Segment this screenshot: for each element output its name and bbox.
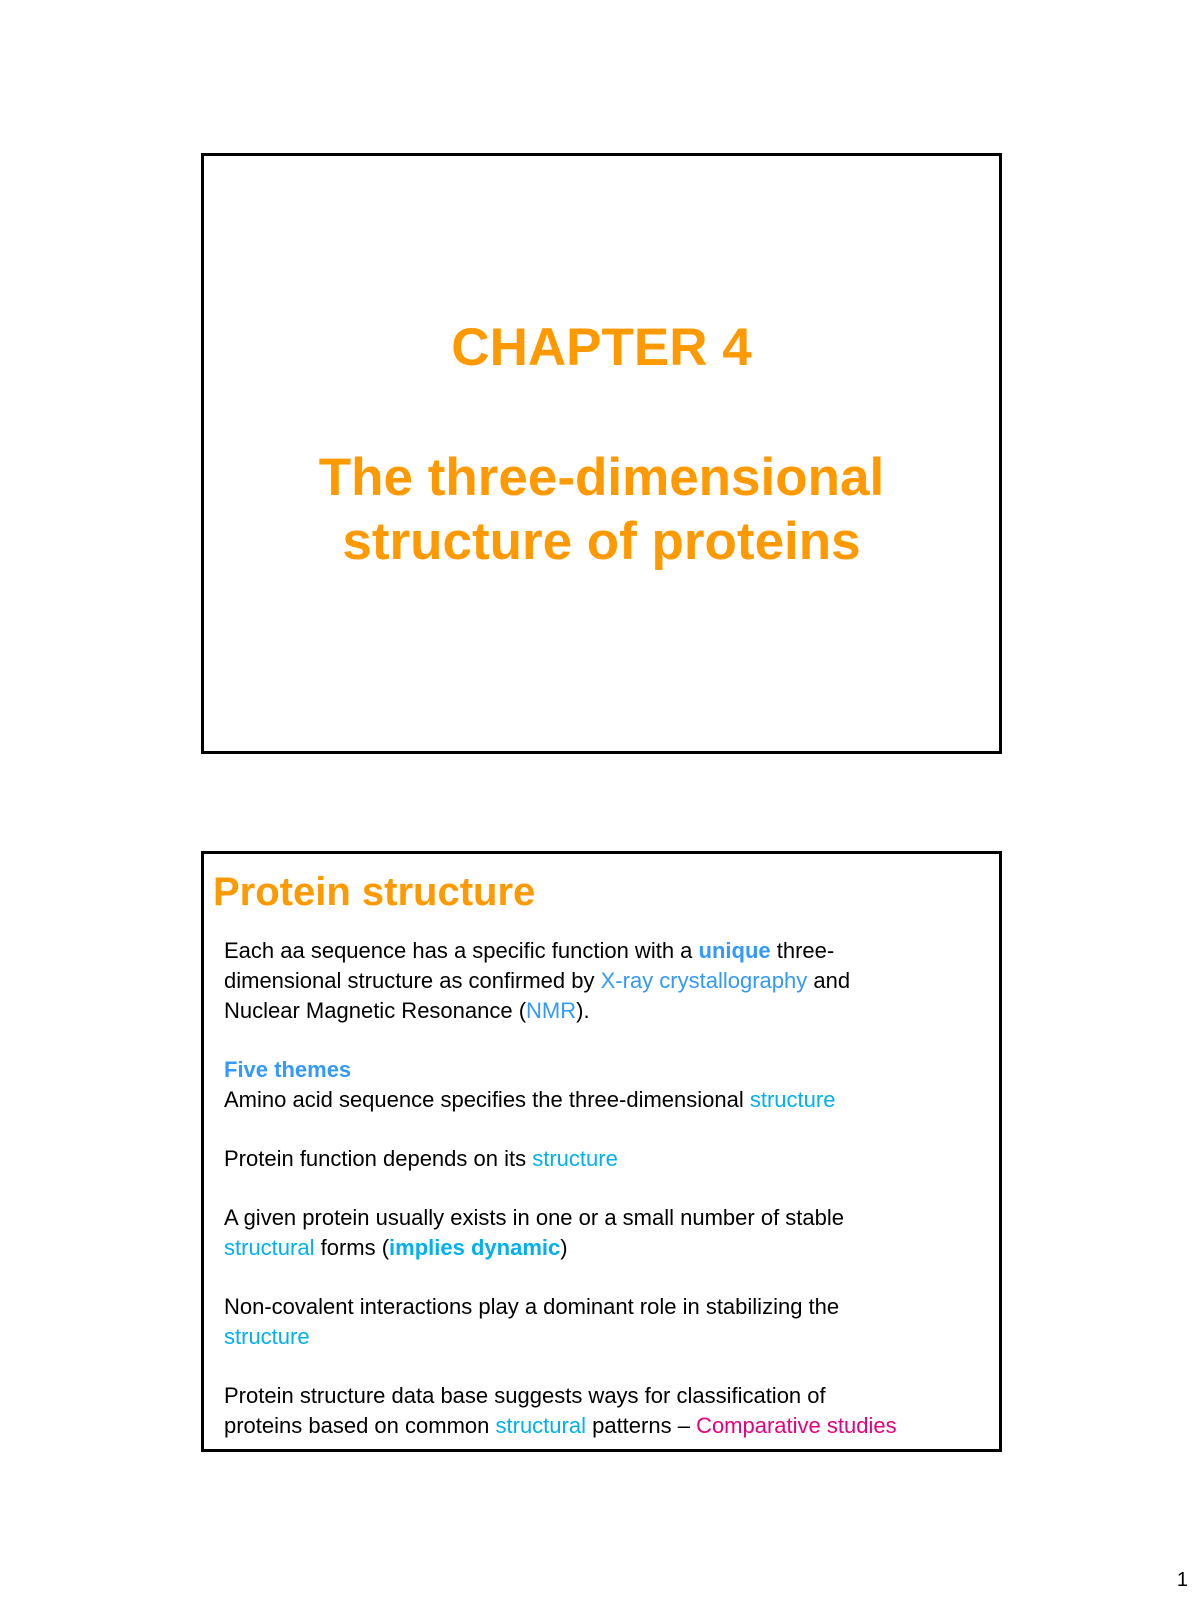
- theme-5-keyword: structural: [495, 1413, 586, 1438]
- theme-5-keyword-comparative: Comparative studies: [696, 1413, 897, 1438]
- spacer: [224, 1174, 994, 1203]
- page-number: 1: [1176, 1569, 1188, 1591]
- intro-text-5: Nuclear Magnetic Resonance (: [224, 998, 527, 1023]
- intro-text-2: three-: [770, 938, 835, 963]
- theme-1-text: Amino acid sequence specifies the three-dimensional: [224, 1087, 750, 1112]
- theme-2: [224, 1144, 994, 1174]
- theme-2-keyword: structure: [532, 1146, 618, 1171]
- intro-text-3: dimensional structure as confirmed by: [224, 968, 601, 993]
- theme-5: [224, 1381, 994, 1441]
- theme-4-text: Non-covalent interactions play a dominant role in stabilizing the: [224, 1294, 840, 1319]
- theme-4-keyword: structure: [224, 1324, 310, 1349]
- theme-4: [224, 1292, 994, 1352]
- intro-text-1: Each aa sequence has a specific function with a: [224, 938, 699, 963]
- theme-5-text-2: proteins based on common: [224, 1413, 496, 1438]
- theme-3-text-2: forms (: [314, 1235, 390, 1260]
- theme-3-text-1: A given protein usually exists in one or a small number of stable: [224, 1205, 844, 1230]
- theme-5-text-3: patterns –: [585, 1413, 697, 1438]
- protein-structure-slide: [201, 851, 1002, 1452]
- spacer: [224, 1352, 994, 1381]
- theme-1: [224, 1085, 994, 1115]
- chapter-title: [204, 446, 999, 574]
- five-themes-heading: Five themes: [224, 1057, 352, 1082]
- theme-3-keyword: structural: [224, 1235, 315, 1260]
- chapter-title-line2: structure of proteins: [342, 512, 861, 571]
- intro-text-6: ).: [576, 998, 590, 1023]
- title-slide: [201, 153, 1002, 754]
- slide-title: Protein structure: [213, 870, 536, 914]
- theme-5-text-1: Protein structure data base suggests ways for classification of: [224, 1383, 826, 1408]
- theme-2-text: Protein function depends on its: [224, 1146, 533, 1171]
- chapter-heading: CHAPTER 4: [451, 318, 752, 377]
- intro-keyword-unique: unique: [698, 938, 771, 963]
- chapter-title-line1: The three-dimensional: [318, 448, 885, 507]
- theme-1-keyword: structure: [749, 1087, 836, 1112]
- spacer: [224, 1263, 994, 1292]
- theme-3-text-3: ): [560, 1235, 568, 1260]
- spacer: [224, 1115, 994, 1144]
- intro-text-4: and: [807, 968, 851, 993]
- slide-body: [224, 936, 994, 1441]
- spacer: [224, 1026, 994, 1055]
- intro-keyword-nmr: NMR: [526, 998, 577, 1023]
- theme-3-keyword-dynamic: implies dynamic: [389, 1235, 561, 1260]
- intro-keyword-xray: X-ray crystallography: [600, 968, 808, 993]
- intro-paragraph: [224, 936, 994, 1026]
- theme-3: [224, 1203, 994, 1263]
